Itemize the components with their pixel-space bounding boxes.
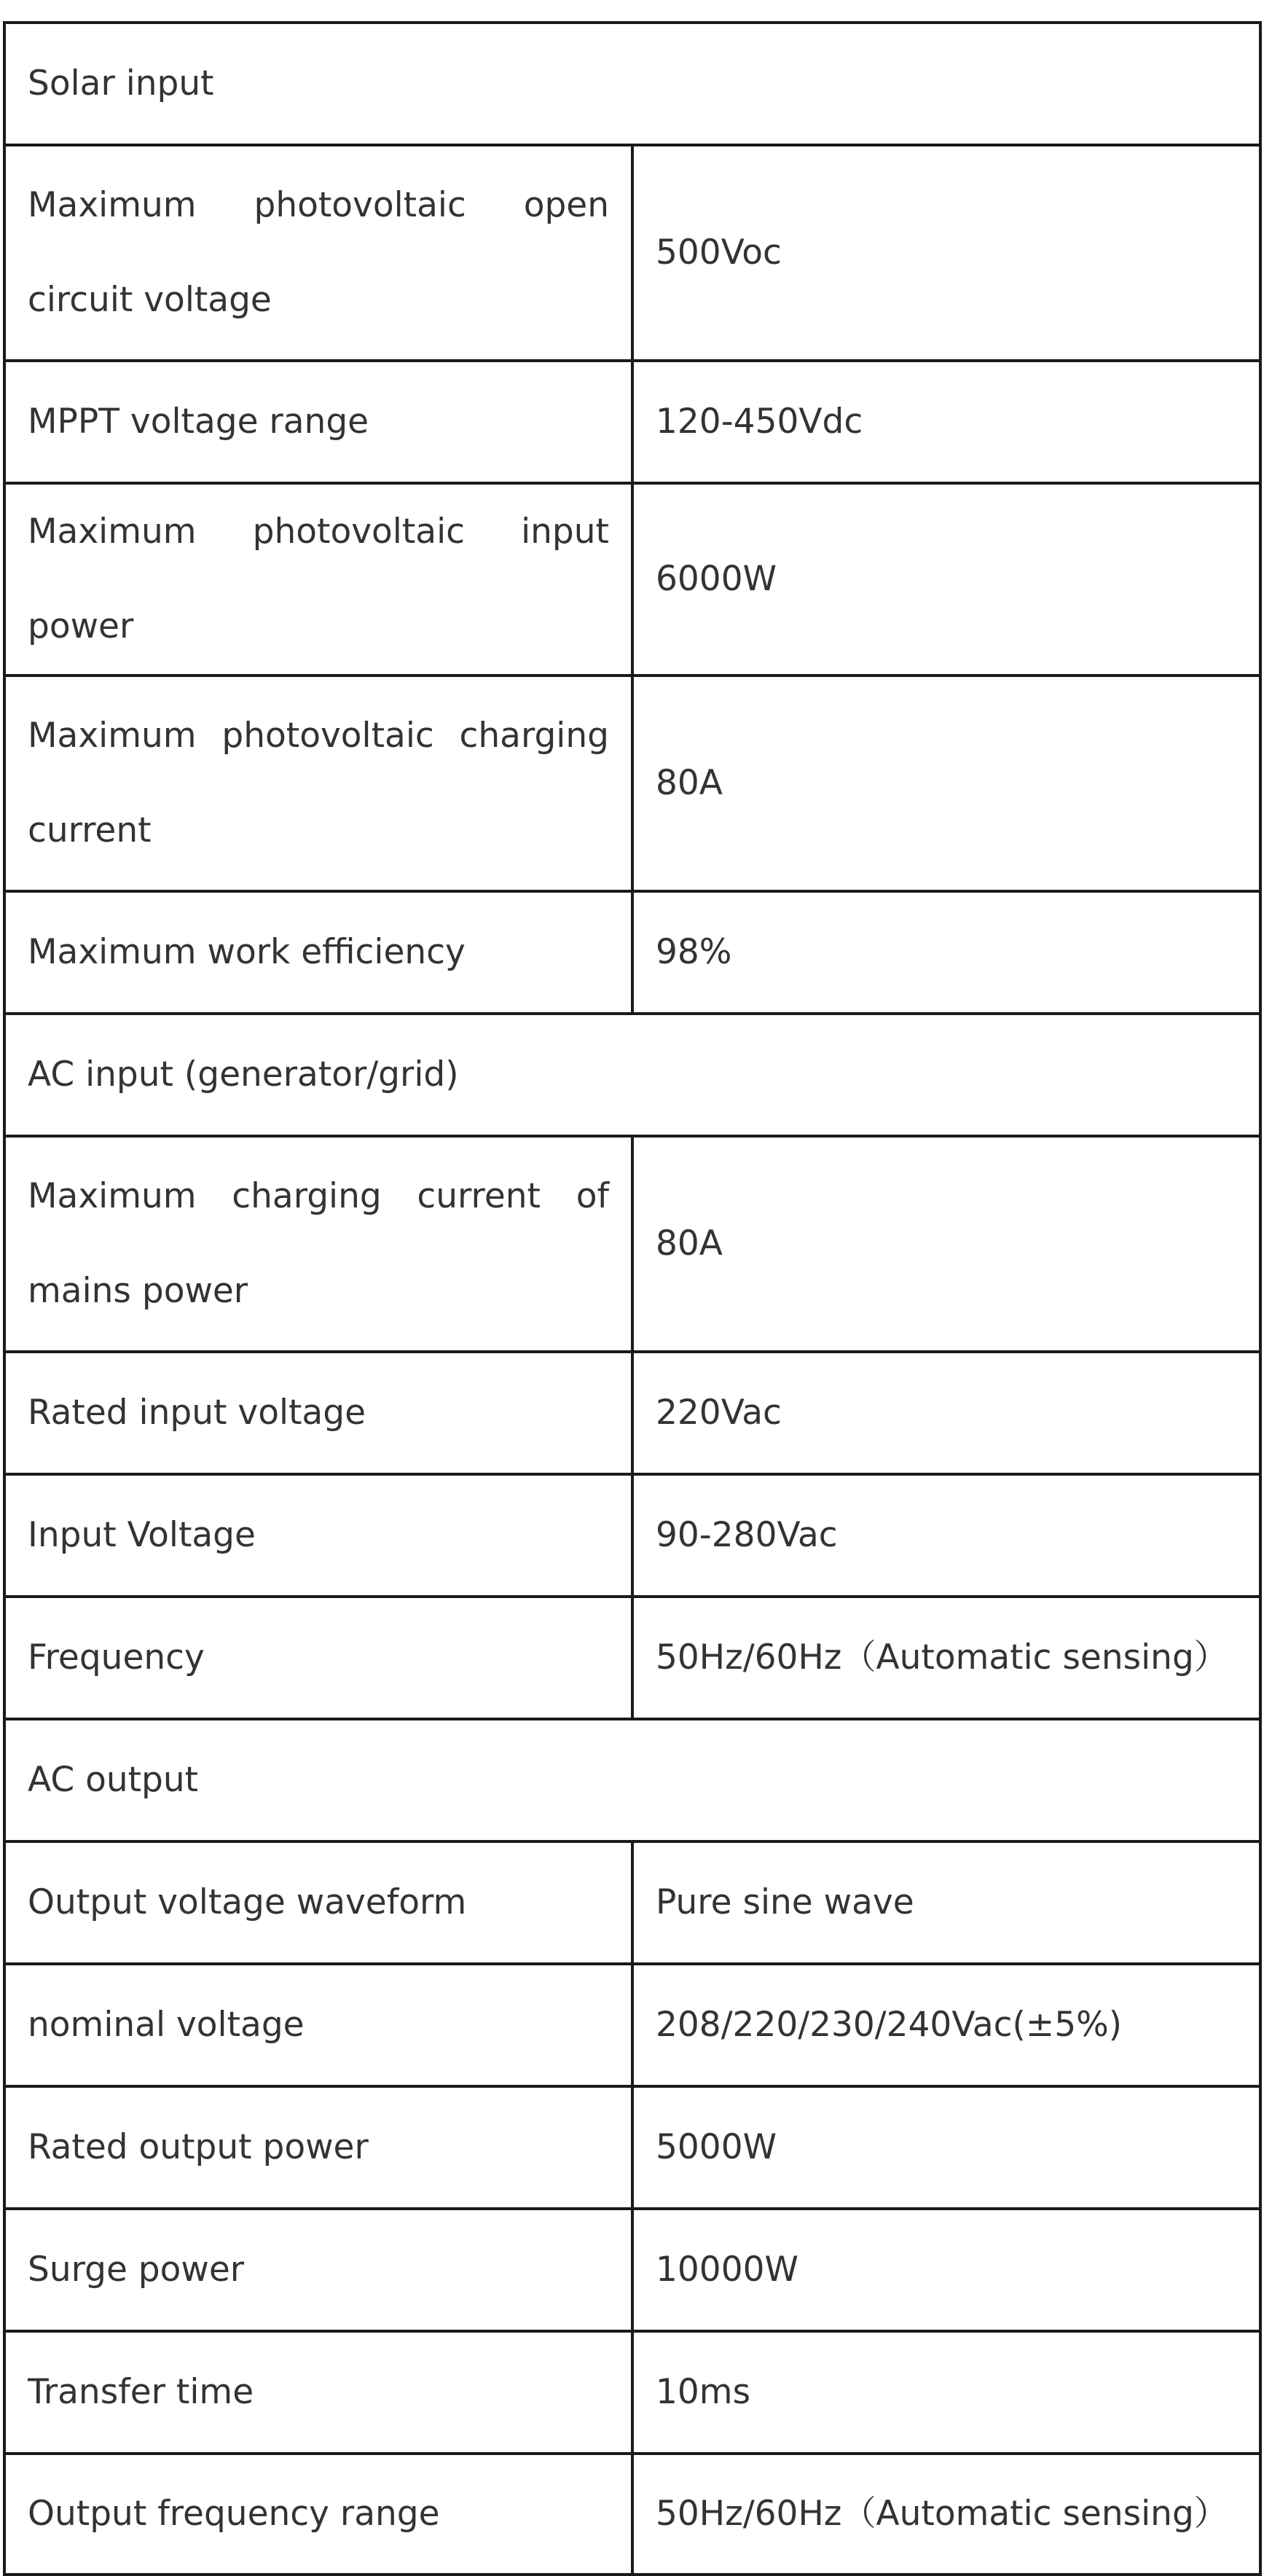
row-value: 10ms (632, 2331, 1260, 2454)
row-value: 98% (632, 891, 1260, 1014)
row-value: 220Vac (632, 1352, 1260, 1474)
table-row (4, 1597, 1260, 1719)
section-title: Solar input (4, 23, 1260, 145)
row-label: Maximum charging current of mains power (4, 1136, 632, 1352)
row-value: 50Hz/60Hz（Automatic sensing） (632, 2454, 1260, 2575)
row-label: Rated output power (4, 2086, 632, 2209)
row-value: Pure sine wave (632, 1841, 1260, 1964)
row-value: 500Voc (632, 145, 1260, 361)
row-value: 50Hz/60Hz（Automatic sensing） (632, 1597, 1260, 1719)
table-row (4, 1964, 1260, 2086)
row-value: 120-450Vdc (632, 361, 1260, 483)
row-label: Rated input voltage (4, 1352, 632, 1474)
row-value: 6000W (632, 483, 1260, 676)
spec-table (3, 21, 1262, 2576)
row-value: 90-280Vac (632, 1474, 1260, 1597)
row-value: 80A (632, 676, 1260, 891)
table-row (4, 891, 1260, 1014)
section-title: AC output (4, 1719, 1260, 1841)
row-label: Surge power (4, 2209, 632, 2331)
table-row (4, 145, 1260, 361)
row-label: Maximum photovoltaic input power (4, 483, 632, 676)
table-row (4, 483, 1260, 676)
section-header-row (4, 1014, 1260, 1136)
table-row (4, 2086, 1260, 2209)
table-row (4, 676, 1260, 891)
row-value: 80A (632, 1136, 1260, 1352)
row-label: Maximum photovoltaic open circuit voltage (4, 145, 632, 361)
row-value: 10000W (632, 2209, 1260, 2331)
table-row (4, 2331, 1260, 2454)
table-row (4, 1136, 1260, 1352)
row-label: Frequency (4, 1597, 632, 1719)
table-row (4, 2454, 1260, 2575)
table-row (4, 1474, 1260, 1597)
section-title: AC input (generator/grid) (4, 1014, 1260, 1136)
row-label: MPPT voltage range (4, 361, 632, 483)
table-row (4, 2209, 1260, 2331)
table-row (4, 1352, 1260, 1474)
row-label: Transfer time (4, 2331, 632, 2454)
row-label: nominal voltage (4, 1964, 632, 2086)
table-row (4, 1841, 1260, 1964)
row-label: Output voltage waveform (4, 1841, 632, 1964)
table-row (4, 361, 1260, 483)
row-label: Maximum work efficiency (4, 891, 632, 1014)
row-label: Output frequency range (4, 2454, 632, 2575)
row-value: 208/220/230/240Vac(±5%) (632, 1964, 1260, 2086)
row-value: 5000W (632, 2086, 1260, 2209)
row-label: Input Voltage (4, 1474, 632, 1597)
section-header-row (4, 1719, 1260, 1841)
row-label: Maximum photovoltaic charging current (4, 676, 632, 891)
section-header-row (4, 23, 1260, 145)
